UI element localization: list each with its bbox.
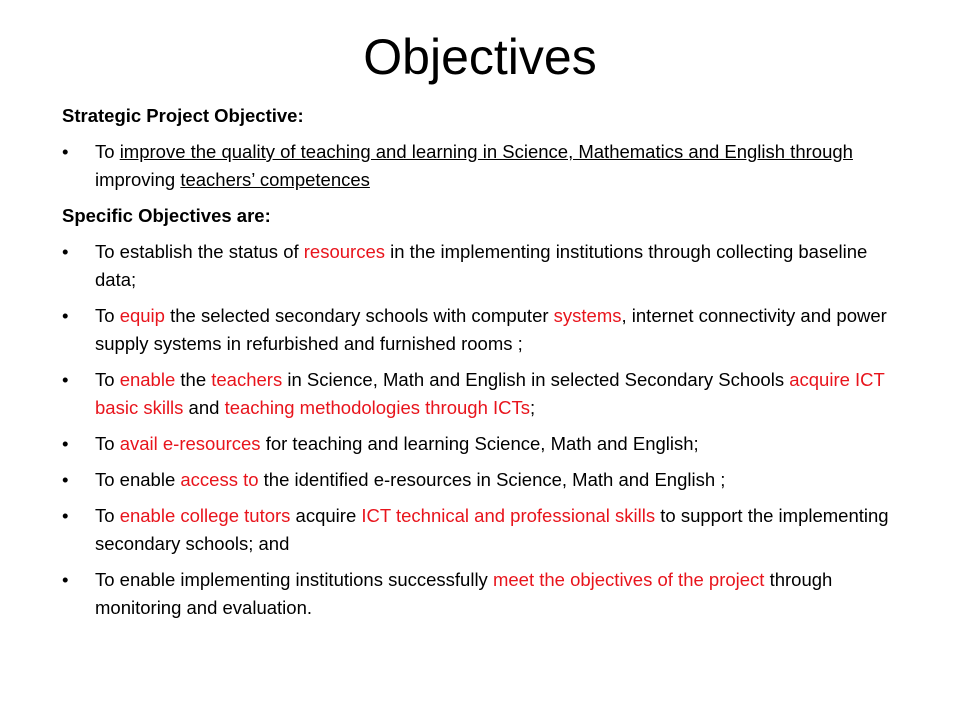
bullet-text: , internet connectivity and power supply systems in refurbished and furnished rooms ; [95, 305, 887, 354]
slide-content [62, 102, 912, 630]
highlighted-text: access to [180, 469, 259, 490]
highlighted-text: resources [303, 241, 385, 262]
bullet-dot-icon: • [62, 469, 69, 490]
highlighted-text: ICT technical and professional skills [361, 505, 656, 526]
bullet-text: To establish the status of [95, 241, 304, 262]
bullet-dot-icon: • [62, 141, 69, 162]
objective-bullet [62, 502, 912, 558]
bullet-text: in the implementing institutions through collecting baseline data; [95, 241, 868, 290]
strategic-objective-heading: Strategic Project Objective: [62, 105, 304, 126]
bullet-text: the identified e-resources in Science, Math and English ; [258, 469, 726, 490]
underlined-text: improve the quality of teaching and learning in Science, Mathematics and English through [119, 141, 853, 162]
highlighted-text: equip [119, 305, 165, 326]
bullet-text: ; [530, 397, 536, 418]
bullet-text: the [175, 369, 212, 390]
highlighted-text: teachers [211, 369, 283, 390]
highlighted-text: enable [119, 369, 176, 390]
bullet-text: and [183, 397, 225, 418]
highlighted-text: enable college tutors [119, 505, 291, 526]
objective-bullet [62, 430, 912, 458]
objective-bullet [62, 238, 912, 294]
underlined-text: teachers’ competences [180, 169, 370, 190]
bullet-dot-icon: • [62, 305, 69, 326]
objective-bullet [62, 138, 912, 194]
specific-objectives-heading: Specific Objectives are: [62, 205, 271, 226]
highlighted-text: teaching methodologies through ICTs [224, 397, 531, 418]
bullet-dot-icon: • [62, 241, 69, 262]
highlighted-text: systems [553, 305, 622, 326]
highlighted-text: avail e-resources [119, 433, 261, 454]
bullet-dot-icon: • [62, 505, 69, 526]
bullet-text: To [95, 305, 120, 326]
objective-bullet [62, 302, 912, 358]
bullet-text: to support the implementing secondary schools; and [95, 505, 889, 554]
bullet-text: improving [95, 169, 181, 190]
objective-bullet [62, 566, 912, 622]
strategic-objective-list [62, 138, 912, 194]
objective-bullet [62, 466, 912, 494]
bullet-text: To [95, 369, 120, 390]
bullet-text: acquire [290, 505, 362, 526]
bullet-dot-icon: • [62, 433, 69, 454]
bullet-dot-icon: • [62, 569, 69, 590]
bullet-text: To enable implementing institutions successfully [95, 569, 493, 590]
bullet-text: To [95, 433, 120, 454]
bullet-text: the selected secondary schools with computer [164, 305, 554, 326]
objective-bullet [62, 366, 912, 422]
bullet-dot-icon: • [62, 369, 69, 390]
highlighted-text: acquire ICT basic skills [95, 369, 885, 418]
bullet-text: To [95, 505, 120, 526]
bullet-text: through monitoring and evaluation. [95, 569, 833, 618]
bullet-text: To [95, 141, 120, 162]
slide-title: Objectives [363, 29, 597, 85]
bullet-text: for teaching and learning Science, Math and English; [260, 433, 699, 454]
specific-objectives-list [62, 238, 912, 622]
highlighted-text: meet the objectives of the project [492, 569, 765, 590]
bullet-text: in Science, Math and English in selected Secondary Schools [282, 369, 790, 390]
bullet-text: To enable [95, 469, 181, 490]
